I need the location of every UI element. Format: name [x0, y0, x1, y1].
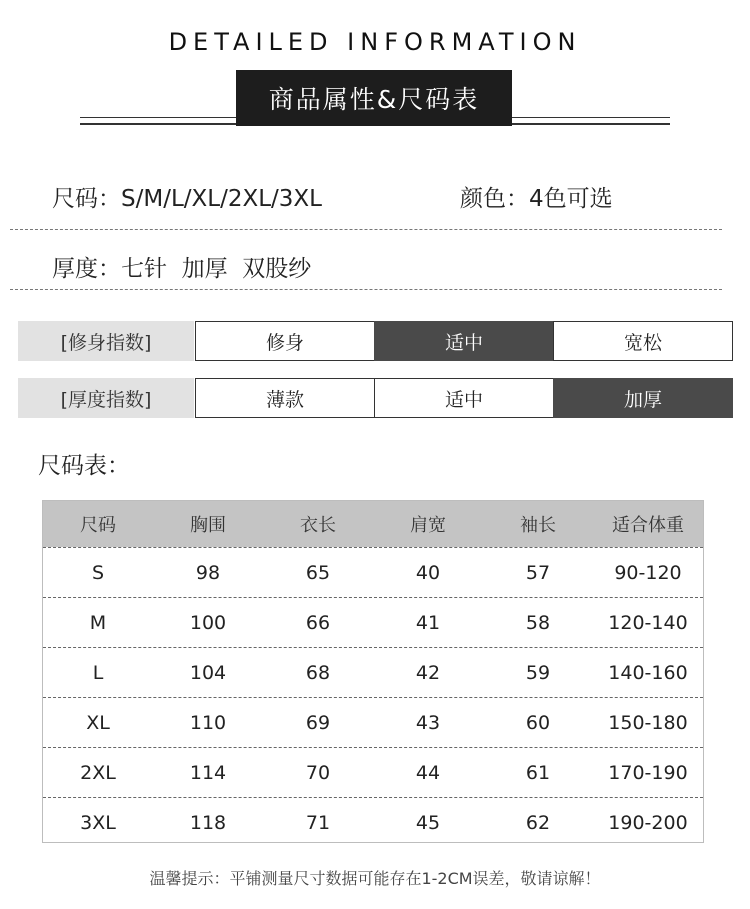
- fit-option-slim: 修身: [195, 321, 375, 361]
- cell-sleeve: 60: [525, 711, 551, 734]
- chinese-title-banner: 商品属性&尺码表: [236, 70, 512, 126]
- cell-shoulder: 42: [415, 661, 441, 684]
- cell-chest: 104: [189, 661, 227, 684]
- color-attribute: 颜色：4色可选: [460, 186, 613, 212]
- size-table-title: 尺码表：: [38, 453, 130, 479]
- cell-chest: 110: [189, 711, 227, 734]
- cell-weight: 190-200: [608, 811, 688, 834]
- cell-shoulder: 40: [415, 561, 441, 584]
- table-row: [43, 797, 703, 847]
- cell-sleeve: 58: [525, 611, 551, 634]
- fit-index-label: [修身指数]: [18, 321, 194, 361]
- english-title: DETAILED INFORMATION: [168, 28, 582, 56]
- thickness-index-label: [厚度指数]: [18, 378, 194, 418]
- cell-length: 68: [305, 661, 331, 684]
- thickness-option-thin: 薄款: [195, 378, 375, 418]
- cell-size: 2XL: [80, 761, 116, 784]
- cell-length: 70: [305, 761, 331, 784]
- table-row: [43, 697, 703, 747]
- cell-length: 65: [305, 561, 331, 584]
- cell-size: XL: [86, 711, 110, 734]
- cell-chest: 118: [189, 811, 227, 834]
- table-row: [43, 747, 703, 797]
- cell-shoulder: 45: [415, 811, 441, 834]
- dashed-divider: [10, 289, 722, 290]
- dashed-divider: [10, 229, 722, 230]
- cell-size: S: [91, 561, 105, 584]
- size-attribute: 尺码：S/M/L/XL/2XL/3XL: [52, 186, 322, 212]
- thickness-option-thick-selected: 加厚: [553, 378, 733, 418]
- fit-option-loose: 宽松: [553, 321, 733, 361]
- cell-weight: 90-120: [614, 561, 682, 584]
- table-row: [43, 547, 703, 597]
- column-header-size: 尺码: [80, 515, 116, 536]
- cell-weight: 140-160: [608, 661, 688, 684]
- cell-chest: 100: [189, 611, 227, 634]
- column-header-weight: 适合体重: [612, 515, 684, 536]
- measurement-note: 温馨提示：平铺测量尺寸数据可能存在1-2CM误差，敬请谅解！: [149, 869, 601, 888]
- cell-weight: 170-190: [608, 761, 688, 784]
- column-header-sleeve: 袖长: [520, 515, 556, 536]
- cell-chest: 114: [189, 761, 227, 784]
- cell-sleeve: 59: [525, 661, 551, 684]
- column-header-shoulder: 肩宽: [410, 515, 446, 536]
- cell-shoulder: 41: [415, 611, 441, 634]
- cell-size: 3XL: [80, 811, 116, 834]
- cell-length: 66: [305, 611, 331, 634]
- cell-sleeve: 61: [525, 761, 551, 784]
- column-header-length: 衣长: [300, 515, 336, 536]
- table-row: [43, 647, 703, 697]
- cell-chest: 98: [195, 561, 221, 584]
- size-table: [42, 500, 704, 843]
- fit-option-regular-selected: 适中: [374, 321, 554, 361]
- table-header-row: [43, 501, 703, 547]
- cell-size: L: [92, 661, 104, 684]
- cell-weight: 120-140: [608, 611, 688, 634]
- cell-weight: 150-180: [608, 711, 688, 734]
- cell-length: 71: [305, 811, 331, 834]
- thickness-option-medium: 适中: [374, 378, 554, 418]
- thickness-attribute: 厚度：七针 加厚 双股纱: [52, 256, 312, 282]
- cell-shoulder: 44: [415, 761, 441, 784]
- column-header-chest: 胸围: [190, 515, 226, 536]
- cell-length: 69: [305, 711, 331, 734]
- cell-sleeve: 62: [525, 811, 551, 834]
- thickness-index-scale: [195, 378, 733, 418]
- cell-shoulder: 43: [415, 711, 441, 734]
- cell-sleeve: 57: [525, 561, 551, 584]
- table-row: [43, 597, 703, 647]
- fit-index-scale: [195, 321, 733, 361]
- cell-size: M: [89, 611, 107, 634]
